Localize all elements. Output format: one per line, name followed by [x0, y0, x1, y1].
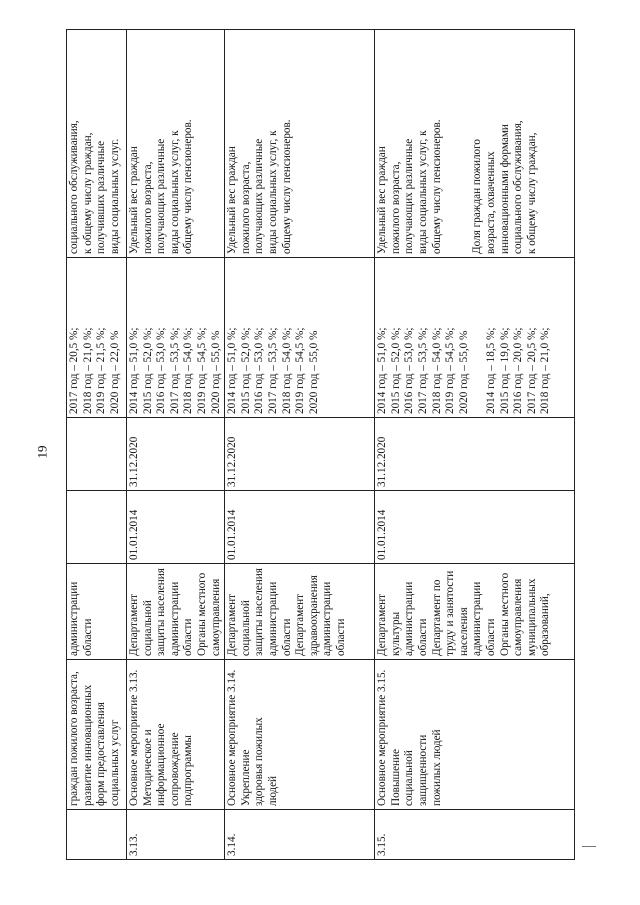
- cell-end-date: 31.12.2020: [127, 418, 225, 491]
- cell-measure-name: граждан пожилого возраста, развитие инновационных форм предоставления социальных услуг: [67, 660, 127, 810]
- cell-target-values: 2017 год – 20,5 %; 2018 год – 21,0 %; 2019 год – 21,5 %; 2020 год – 22,0 %: [67, 258, 127, 418]
- cell-executors: Департамент социальной защиты населения администрации области Органы местного самоуправления: [127, 564, 225, 660]
- cell-start-date: 01.01.2014: [127, 491, 225, 564]
- cell-end-date: 31.12.2020: [375, 418, 575, 491]
- table-row: [225, 30, 375, 860]
- cell-measure-name: Основное мероприятие 3.14. Укрепление здоровья пожилых людей: [225, 660, 375, 810]
- rotated-page-stage: [66, 30, 579, 860]
- cell-end-date: [67, 418, 127, 491]
- cell-measure-name: Основное мероприятие 3.15. Повышение социальной защищенности пожилых людей: [375, 660, 575, 810]
- page-number: 19: [34, 445, 50, 459]
- cell-number: 3.13.: [127, 810, 225, 860]
- cell-target-values: 2014 год – 51,0 %; 2015 год – 52,0 %; 2016 год – 53,0 %; 2017 год – 53,5 %; 2018 год – 54,0 %; 2019 год – 54,5 %; 2020 год – 55,0 %: [127, 258, 225, 418]
- cell-target-values: 2014 год – 51,0 %; 2015 год – 52,0 %; 2016 год – 53,0 %; 2017 год – 53,5 %; 2018 год – 54,0 %; 2019 год – 54,5 %; 2020 год – 55,0 %: [225, 258, 375, 418]
- cell-target-values: 2014 год – 51,0 %; 2015 год – 52,0 %; 2016 год – 53,0 %; 2017 год – 53,5 %; 2018 год – 54,0 %; 2019 год – 54,5 %; 2020 год – 55,0 % 2014 год – 18,5 %; 2015 год – 19,0 %; 2016 год – 20,0 %; 2017 год – 20,5 %; 2018 год – 21,0 %;: [375, 258, 575, 418]
- table-row: [127, 30, 225, 860]
- rotated-content: [66, 30, 579, 860]
- table-row: [375, 30, 575, 860]
- cell-number: 3.14.: [225, 810, 375, 860]
- cell-end-date: 31.12.2020: [225, 418, 375, 491]
- cell-start-date: 01.01.2014: [375, 491, 575, 564]
- cell-executors: администрации области: [67, 564, 127, 660]
- cell-number: 3.15.: [375, 810, 575, 860]
- cell-start-date: [67, 491, 127, 564]
- cell-executors: Департамент социальной защиты населения администрации области Департамент здравоохранения администрации области: [225, 564, 375, 660]
- cell-executors: Департамент культуры администрации области Департамент по труду и занятости населения администрации области Органы местного самоуправления муниципальных образований,: [375, 564, 575, 660]
- program-measures-table: [66, 29, 575, 860]
- scan-mark: [582, 846, 596, 847]
- cell-start-date: 01.01.2014: [225, 491, 375, 564]
- cell-measure-name: Основное мероприятие 3.13. Методическое и информационное сопровождение подпрограммы: [127, 660, 225, 810]
- cell-indicator: Удельный вес граждан пожилого возраста, получающих различные виды социальных услуг, к общему числу пенсионеров.: [127, 30, 225, 258]
- table-row: [67, 30, 127, 860]
- cell-indicator: социального обслуживания, к общему числу граждан, получивших различные виды социальных услуг.: [67, 30, 127, 258]
- cell-number: [67, 810, 127, 860]
- cell-indicator: Удельный вес граждан пожилого возраста, получающих различные виды социальных услуг, к общему числу пенсионеров. Доля граждан пожилого возраста, охваченных инновационными формами социального обслуживания, к общему числу граждан,: [375, 30, 575, 258]
- cell-indicator: Удельный вес граждан пожилого возраста, получающих различные виды социальных услуг, к общему числу пенсионеров.: [225, 30, 375, 258]
